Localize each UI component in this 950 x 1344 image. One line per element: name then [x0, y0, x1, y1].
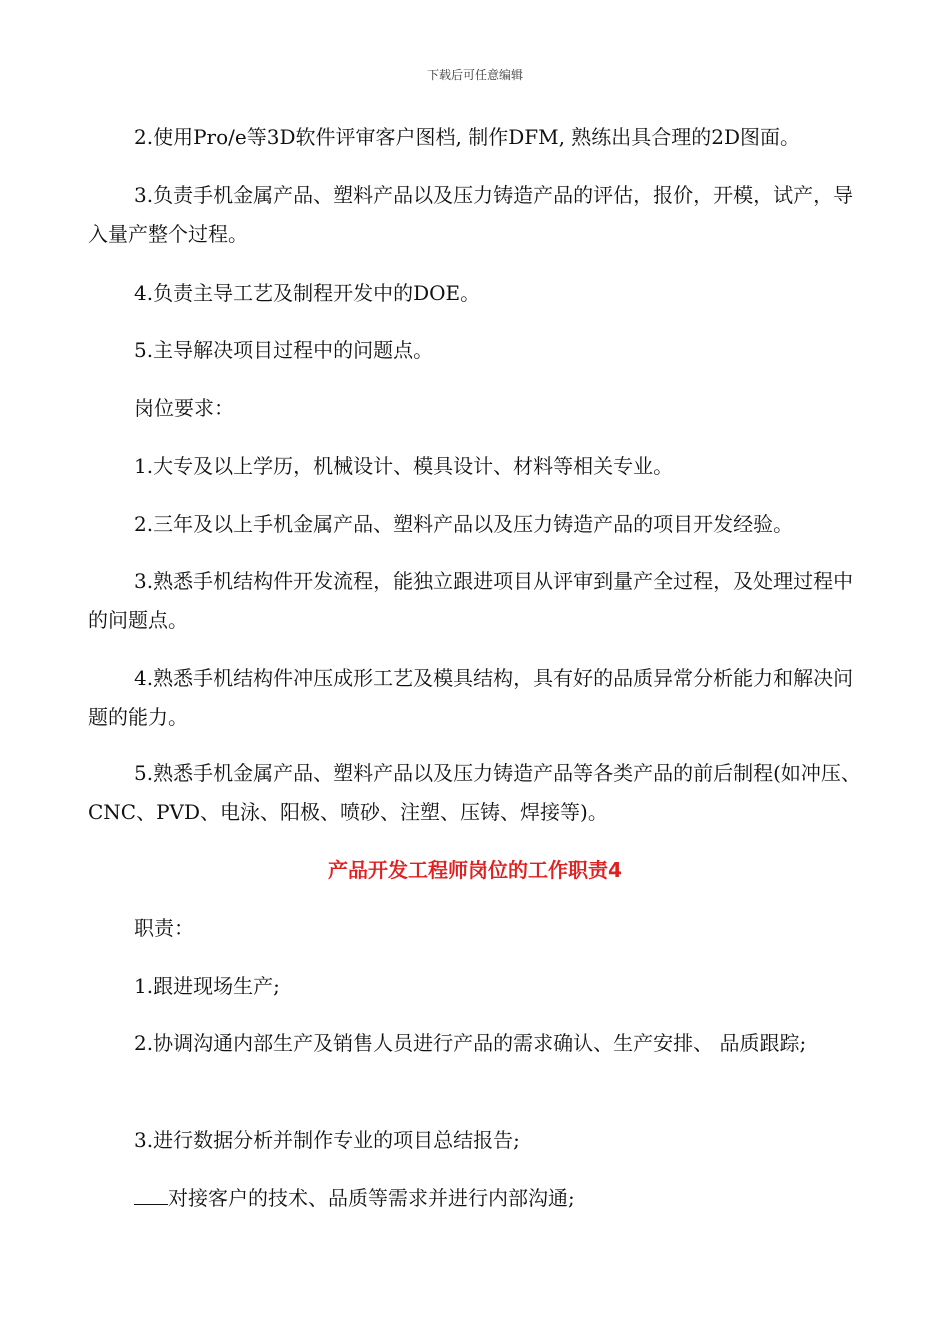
paragraph-5-issues: 5.主导解决项目过程中的问题点。 [134, 338, 434, 362]
duty-3: 3.进行数据分析并制作专业的项目总结报告; [134, 1128, 520, 1152]
paragraph-2-pro-e: 2.使用Pro/e等3D软件评审客户图档, 制作DFM, 熟练出具合理的2D图面。 [134, 125, 801, 149]
blank-underline [134, 1184, 168, 1205]
duty-4: 对接客户的技术、品质等需求并进行内部沟通; [168, 1186, 575, 1210]
requirement-5: 5.熟悉手机金属产品、塑料产品以及压力铸造产品等各类产品的前后制程(如冲压、CNC、PVD、电泳、阳极、喷砂、注塑、压铸、焊接等)。 [88, 761, 861, 824]
duty-2: 2.协调沟通内部生产及销售人员进行产品的需求确认、生产安排、 品质跟踪; [134, 1031, 807, 1055]
paragraph-3-evaluation: 3.负责手机金属产品、塑料产品以及压力铸造产品的评估，报价，开模，试产，导入量产整个过程。 [88, 183, 854, 246]
requirement-4: 4.熟悉手机结构件冲压成形工艺及模具结构，具有好的品质异常分析能力和解决问题的能力。 [88, 666, 854, 729]
duty-1: 1.跟进现场生产; [134, 974, 280, 998]
requirement-3: 3.熟悉手机结构件开发流程，能独立跟进项目从评审到量产全过程，及处理过程中的问题点。 [88, 569, 854, 632]
requirements-label: 岗位要求： [134, 396, 234, 420]
section-heading: 产品开发工程师岗位的工作职责4 [328, 858, 622, 882]
duty-4-line [88, 1179, 866, 1218]
page-header-note: 下载后可任意编辑 [426, 68, 523, 82]
requirement-2: 2.三年及以上手机金属产品、塑料产品以及压力铸造产品的项目开发经验。 [134, 512, 794, 536]
paragraph-4-doe: 4.负责主导工艺及制程开发中的DOE。 [134, 281, 481, 305]
requirement-1: 1.大专及以上学历，机械设计、模具设计、材料等相关专业。 [134, 454, 674, 478]
duties-label: 职责： [134, 916, 194, 940]
